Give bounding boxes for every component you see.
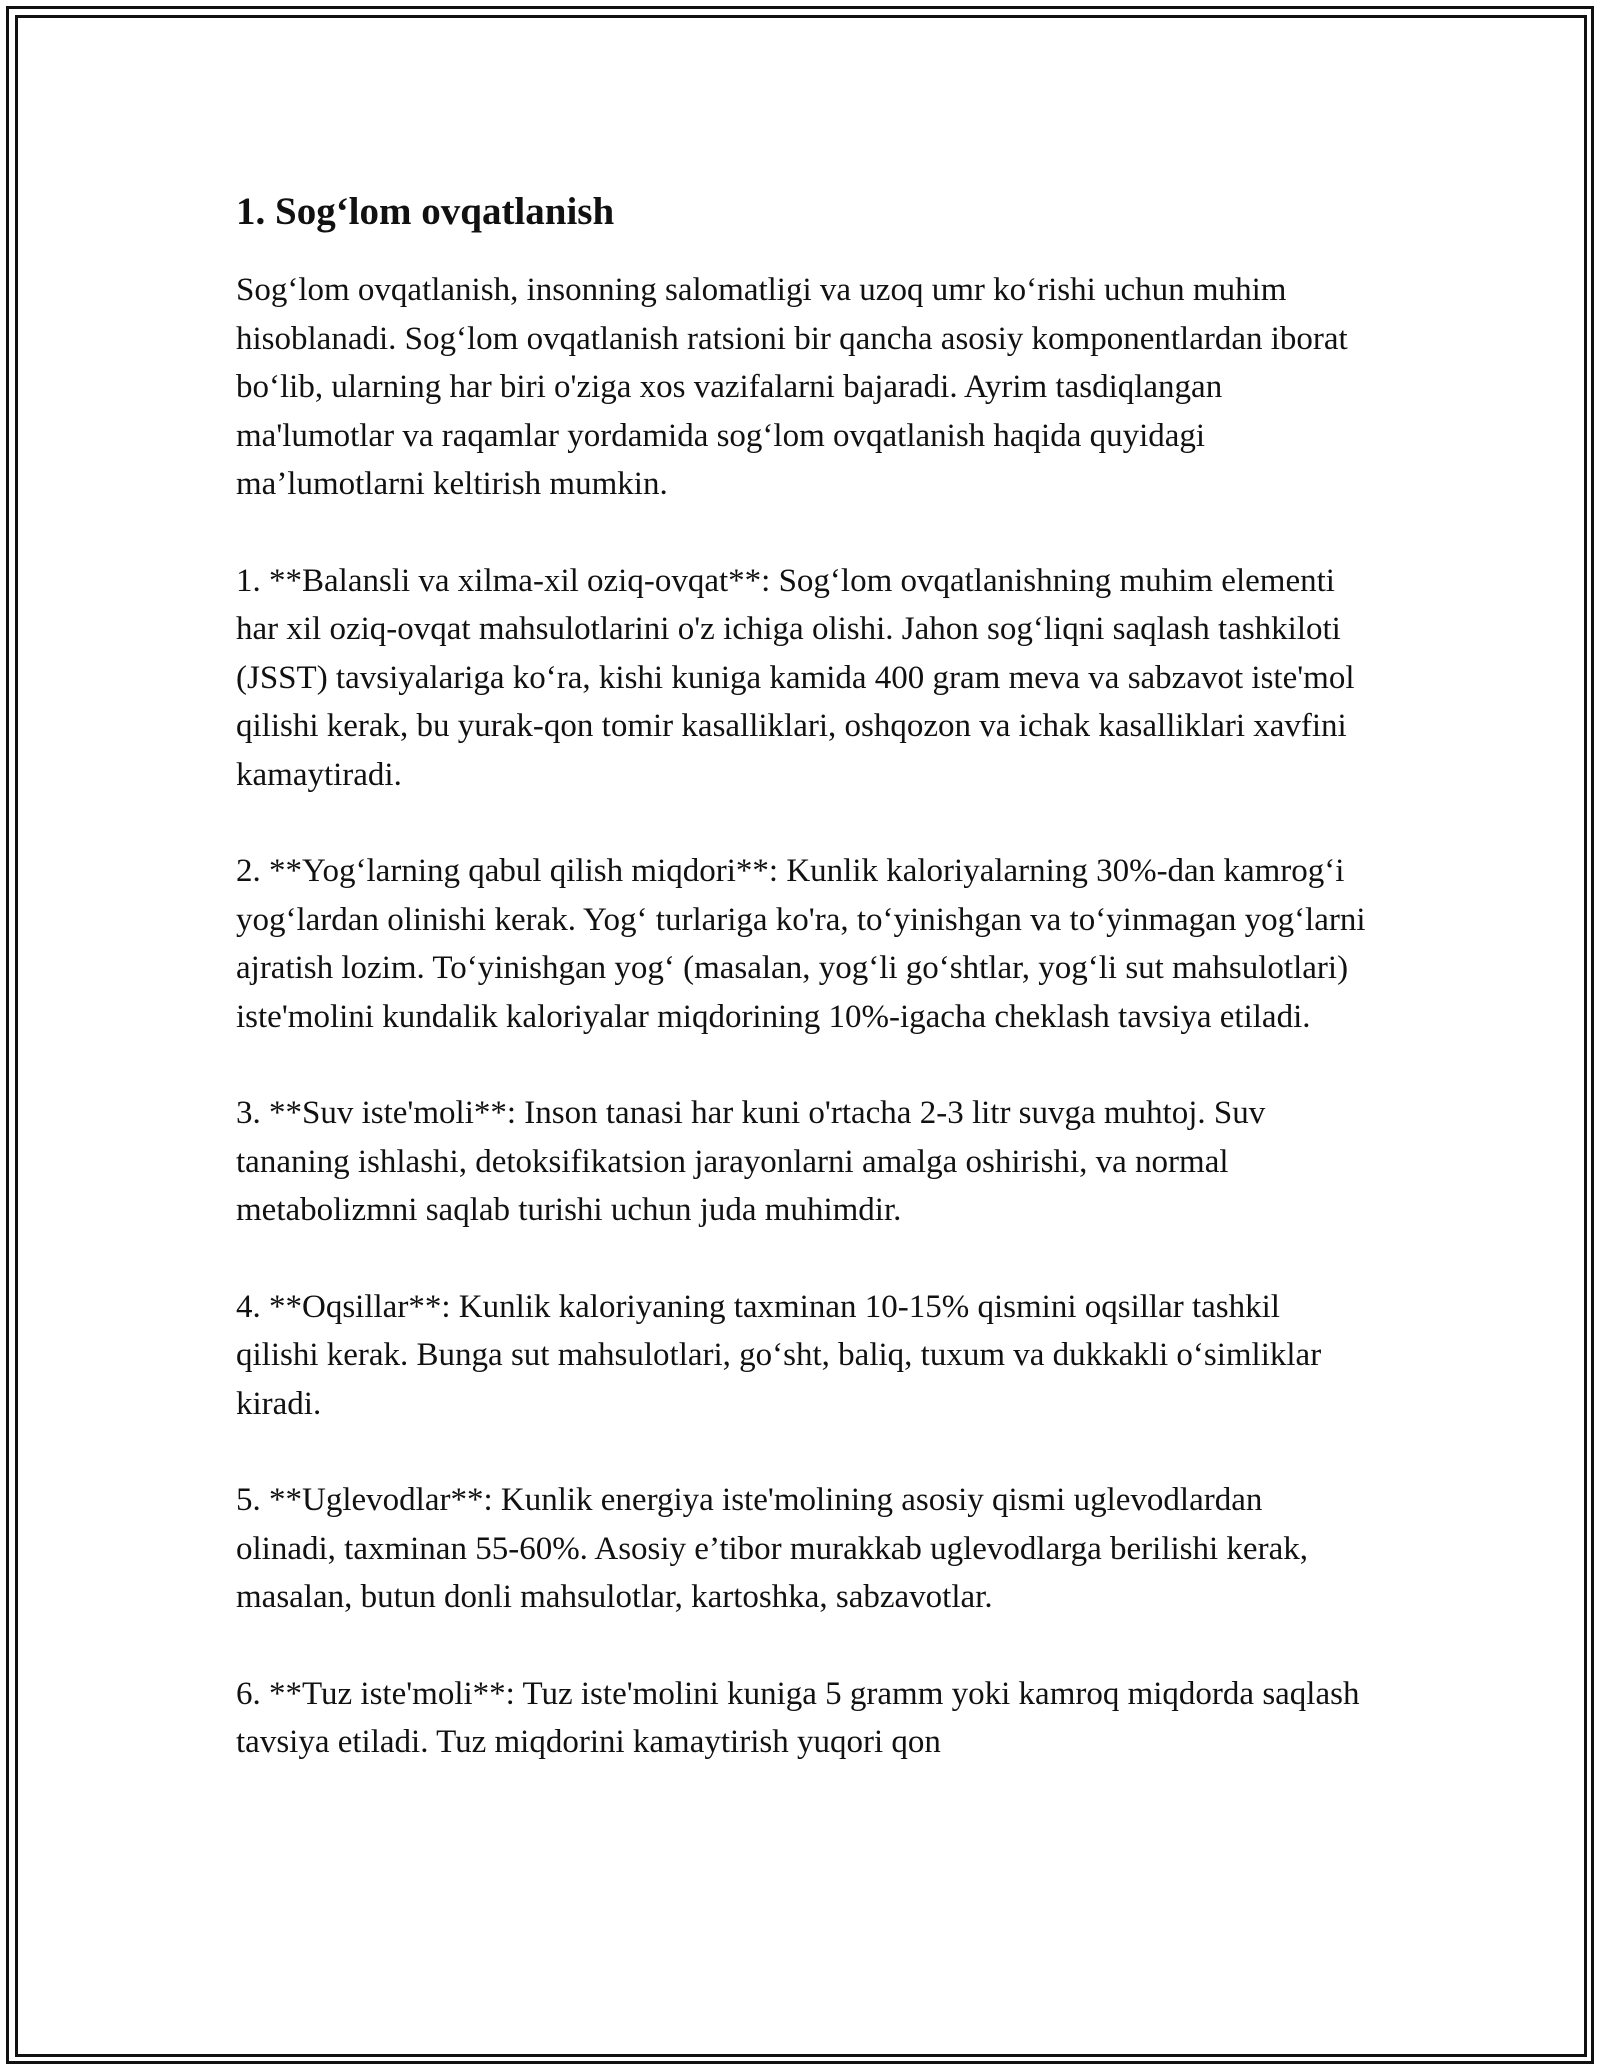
paragraph-proteins: 4. **Oqsillar**: Kunlik kaloriyaning taxminan 10-15% qismini oqsillar tashkil qilishi kerak. Bunga sut mahsulotlari, go‘sht, baliq, tuxum va dukkakli o‘simliklar kiradi. — [236, 1288, 1322, 1422]
section-heading: 1. Sog‘lom ovqatlanish — [236, 190, 615, 233]
paragraph-water-intake: 3. **Suv iste'moli**: Inson tanasi har kuni o'rtacha 2-3 litr suvga muhtoj. Suv tananing ishlashi, detoksifikatsion jarayonlarni amalga oshirishi, va normal metabolizmni saqlab turishi uchun juda muhimdir. — [236, 1095, 1266, 1228]
paragraph-carbohydrates: 5. **Uglevodlar**: Kunlik energiya iste'molining asosiy qismi uglevodlardan olinadi, taxminan 55-60%. Asosiy e’tibor murakkab uglevodlarga berilishi kerak, masalan, butun donli mahsulotlar, kartoshka, sabzavotlar. — [236, 1482, 1308, 1615]
intro-paragraph: Sog‘lom ovqatlanish, insonning salomatligi va uzoq umr ko‘rishi uchun muhim hisoblanadi. Sog‘lom ovqatlanish ratsioni bir qancha asosiy komponentlardan iborat bo‘lib, ularning har biri o'ziga xos vazifalarni bajaradi. Ayrim tasdiqlangan ma'lumotlar va raqamlar yordamida sog‘lom ovqatlanish haqida quyidagi ma’lumotlarni keltirish mumkin. — [236, 272, 1348, 502]
document-body — [236, 186, 1366, 1815]
paragraph-salt-intake: 6. **Tuz iste'moli**: Tuz iste'molini kuniga 5 gramm yoki kamroq miqdorda saqlash tavsiya etiladi. Tuz miqdorini kamaytirish yuqori qon — [236, 1675, 1360, 1760]
paragraph-balanced-diet: 1. **Balansli va xilma-xil oziq-ovqat**: Sog‘lom ovqatlanishning muhim elementi har xil oziq-ovqat mahsulotlarini o'z ichiga olishi. Jahon sog‘liqni saqlash tashkiloti (JSST) tavsiyalariga ko‘ra, kishi kuniga kamida 400 gram meva va sabzavot iste'mol qilishi kerak, bu yurak-qon tomir kasalliklari, oshqozon va ichak kasalliklari xavfini kamaytiradi. — [236, 562, 1355, 793]
paragraph-fat-intake: 2. **Yog‘larning qabul qilish miqdori**: Kunlik kaloriyalarning 30%-dan kamrog‘i yog‘lardan olinishi kerak. Yog‘ turlariga ko'ra, to‘yinishgan va to‘yinmagan yog‘larni ajratish lozim. To‘yinishgan yog‘ (masalan, yog‘li go‘shtlar, yog‘li sut mahsulotlari) iste'molini kundalik kaloriyalar miqdorining 10%-igacha cheklash tavsiya etiladi. — [236, 853, 1366, 1035]
